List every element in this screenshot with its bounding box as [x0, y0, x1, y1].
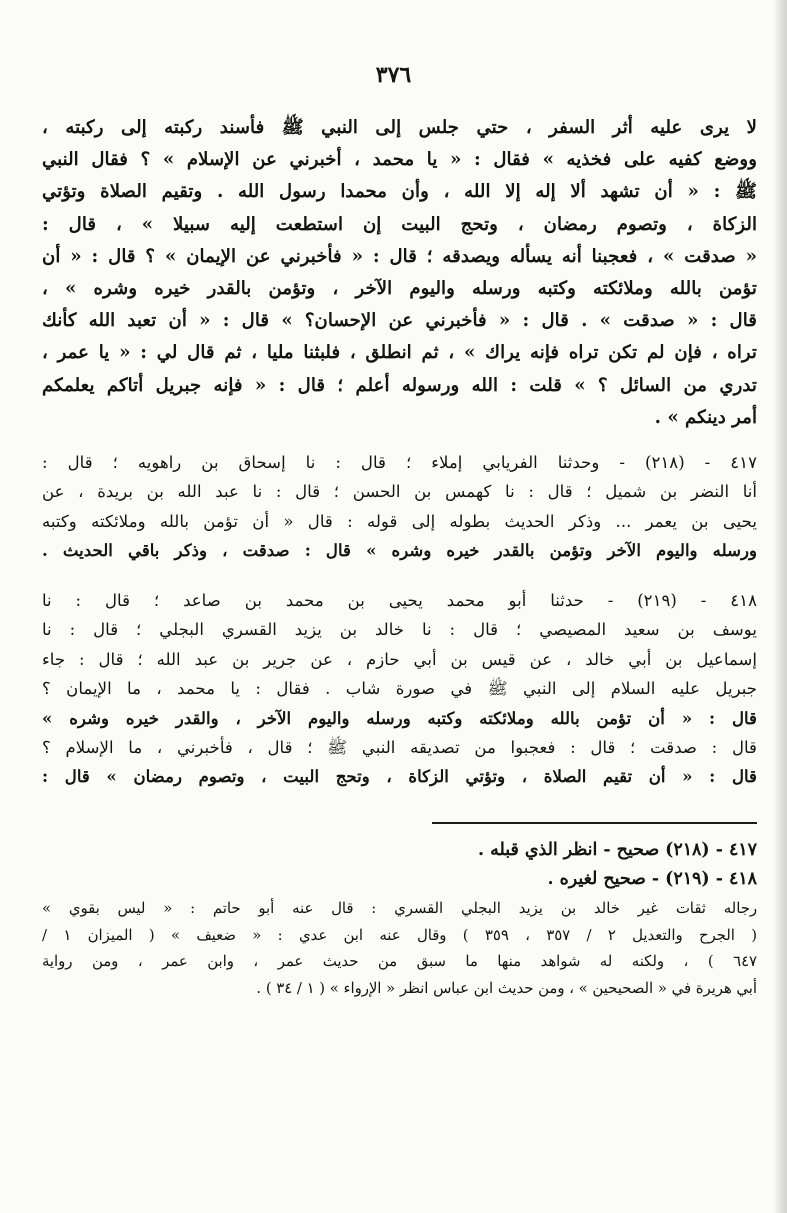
main-text-line: تدري من السائل ؟ » قلت : الله ورسوله أعلم ؛ قال : « فإنه جبريل أتاكم يعلمكم: [42, 374, 757, 396]
main-text-line: أمر دينكم » .: [654, 406, 757, 428]
main-text-line: لا يرى عليه أثر السفر ، حتي جلس إلى النبي ﷺ فأسند ركبته إلى ركبته ،: [42, 117, 757, 138]
main-text-line: قال : « صدقت » . قال : « فأخبرني عن الإحسان؟ » قال : « أن تعبد الله كأنك: [42, 310, 757, 332]
hadith-line: يحيى بن يعمر ... وذكر الحديث بطوله إلى قوله : قال « أن تؤمن بالله وملائكته وكتبه: [42, 511, 757, 531]
footnote-heading-418: ٤١٨ - (٢١٩) - صحيح لغيره .: [547, 868, 757, 889]
hadith-line: أنا النضر بن شميل ؛ قال : نا كهمس بن الحسن ؛ قال : نا عبد الله بن بريدة ، عن: [42, 482, 757, 502]
footnote-line: ( الجرح والتعديل ٢ / ٣٥٧ ، ٣٥٩ ) وقال عنه ابن عدي : « ضعيف » ( الميزان ١ /: [42, 926, 757, 944]
hadith-line: ورسله واليوم الآخر وتؤمن بالقدر خيره وشره » قال : صدقت ، وذكر باقي الحديث .: [42, 540, 757, 561]
main-text-line: « صدقت » ، فعجبنا أنه يسأله ويصدقه ؛ قال : « فأخبرني عن الإيمان » ؟ قال : « أن: [42, 245, 757, 267]
hadith-line: جبريل عليه السلام إلى النبي ﷺ في صورة شاب . فقال : يا محمد ، ما الإيمان ؟: [42, 679, 757, 699]
footnote-headings: [42, 836, 757, 893]
page-edge-shadow: [773, 0, 787, 1213]
hadith-line: يوسف بن سعيد المصيصي ؛ قال : نا خالد بن يزيد القسري البجلي ؛ قال : نا: [42, 620, 757, 640]
main-text-line: تؤمن بالله وملائكته وكتبه ورسله واليوم الآخر ، وتؤمن بالقدر خيره وشره » ،: [42, 277, 757, 299]
main-text-line: ﷺ : « أن تشهد ألا إله إلا الله ، وأن محمدا رسول الله . وتقيم الصلاة وتؤتي: [42, 181, 757, 203]
main-text: [42, 112, 757, 434]
hadith-418: [42, 586, 757, 792]
hadith-line: ٤١٧ - (٢١٨) - وحدثنا الفريابي إملاء ؛ قال : نا إسحاق بن راهويه ؛ قال :: [42, 453, 757, 472]
hadith-line: قال : « أن تؤمن بالله وملائكته وكتبه ورسله واليوم الآخر ، والقدر خيره وشره »: [42, 707, 757, 728]
footnote-line: أبي هريرة في « الصحيحين » ، ومن حديث ابن عباس انظر « الإرواء » ( ١ / ٣٤ ) .: [256, 980, 757, 998]
footnote-line: ٦٤٧ ) ، ولكنه له شواهد منها ما سبق من حديث عمر ، وابن عمر ، ومن رواية: [42, 953, 757, 971]
main-text-line: الزكاة ، وتصوم رمضان ، وتحج البيت إن استطعت إليه سبيلا » ، قال :: [42, 213, 757, 235]
main-text-line: ووضع كفيه على فخذيه » فقال : « يا محمد ، أخبرني عن الإسلام » ؟ فقال النبي: [42, 149, 757, 171]
footnote-line: رجاله ثقات غير خالد بن يزيد البجلي القسري : قال عنه أبو حاتم : « ليس بقوي »: [42, 900, 757, 917]
footnote-separator: [432, 822, 757, 824]
footnote-body: [42, 896, 757, 1003]
hadith-line: قال : صدقت ؛ قال : فعجبوا من تصديقه النبي ﷺ ؛ قال ، فأخبرني ، ما الإسلام ؟: [42, 737, 757, 757]
hadith-line: إسماعيل بن أبي خالد ، عن قيس بن أبي حازم ، عن جرير بن عبد الله ؛ قال : جاء: [42, 649, 757, 669]
main-text-line: تراه ، فإن لم تكن تراه فإنه يراك » ، ثم انطلق ، فلبثنا مليا ، ثم قال لي : « يا عمر ،: [42, 342, 757, 364]
hadith-line: ٤١٨ - (٢١٩) - حدثنا أبو محمد يحيى بن محمد بن صاعد ؛ قال : نا: [42, 591, 757, 610]
page-number: ٣٧٦: [375, 62, 412, 88]
hadith-417: [42, 448, 757, 566]
hadith-line: قال : « أن تقيم الصلاة ، وتؤتي الزكاة ، وتحج البيت ، وتصوم رمضان » قال :: [42, 766, 757, 787]
footnote-heading-417: ٤١٧ - (٢١٨) صحيح - انظر الذي قبله .: [478, 840, 757, 860]
